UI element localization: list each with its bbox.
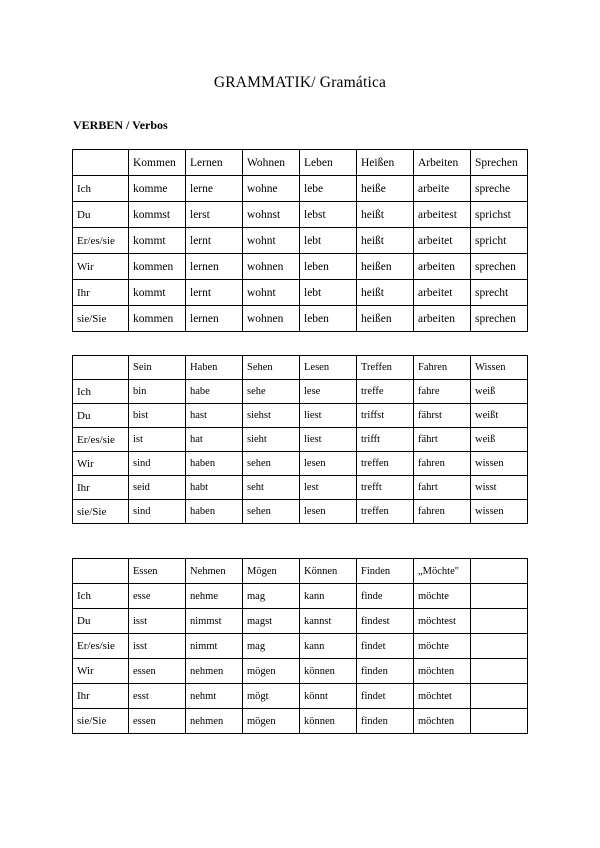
conjugation-cell: triffst bbox=[357, 404, 414, 428]
header-cell: Heißen bbox=[357, 150, 414, 176]
conjugation-cell: mögen bbox=[243, 709, 300, 734]
conjugation-cell: lernt bbox=[186, 280, 243, 306]
conjugation-cell: lesen bbox=[300, 500, 357, 524]
conjugation-cell: liest bbox=[300, 404, 357, 428]
header-cell: Können bbox=[300, 559, 357, 584]
conjugation-cell: arbeiten bbox=[414, 306, 471, 332]
pronoun-cell: Du bbox=[73, 202, 129, 228]
conjugation-cell: treffen bbox=[357, 500, 414, 524]
conjugation-cell: kann bbox=[300, 634, 357, 659]
table-row bbox=[73, 202, 528, 228]
table-row bbox=[73, 609, 528, 634]
conjugation-cell: treffen bbox=[357, 452, 414, 476]
header-cell: Leben bbox=[300, 150, 357, 176]
header-cell: Sprechen bbox=[471, 150, 528, 176]
conjugation-cell: lesen bbox=[300, 452, 357, 476]
conjugation-cell: wohnt bbox=[243, 280, 300, 306]
conjugation-cell: wisst bbox=[471, 476, 528, 500]
conjugation-cell: möchte bbox=[414, 634, 471, 659]
conjugation-cell: magst bbox=[243, 609, 300, 634]
pronoun-cell: Ich bbox=[73, 380, 129, 404]
conjugation-cell: fahren bbox=[414, 500, 471, 524]
conjugation-cell: arbeitest bbox=[414, 202, 471, 228]
conjugation-cell: sehen bbox=[243, 452, 300, 476]
conjugation-cell: seid bbox=[129, 476, 186, 500]
pronoun-cell: Er/es/sie bbox=[73, 428, 129, 452]
conjugation-cell: kommt bbox=[129, 280, 186, 306]
verb-table-2 bbox=[72, 355, 528, 524]
table-row bbox=[73, 500, 528, 524]
header-cell: Sein bbox=[129, 356, 186, 380]
table-row bbox=[73, 709, 528, 734]
table-row bbox=[73, 659, 528, 684]
conjugation-cell: bist bbox=[129, 404, 186, 428]
header-cell: Wohnen bbox=[243, 150, 300, 176]
conjugation-cell: finden bbox=[357, 709, 414, 734]
conjugation-cell: isst bbox=[129, 634, 186, 659]
conjugation-cell: habt bbox=[186, 476, 243, 500]
conjugation-cell: heißt bbox=[357, 228, 414, 254]
table-row bbox=[73, 280, 528, 306]
conjugation-cell: fahren bbox=[414, 452, 471, 476]
conjugation-cell: sind bbox=[129, 500, 186, 524]
conjugation-cell: lebt bbox=[300, 228, 357, 254]
conjugation-cell: spreche bbox=[471, 176, 528, 202]
conjugation-cell: treffe bbox=[357, 380, 414, 404]
conjugation-cell: lernt bbox=[186, 228, 243, 254]
conjugation-cell: trifft bbox=[357, 428, 414, 452]
table-row bbox=[73, 634, 528, 659]
header-cell: Mögen bbox=[243, 559, 300, 584]
conjugation-cell: hast bbox=[186, 404, 243, 428]
conjugation-cell: bin bbox=[129, 380, 186, 404]
conjugation-cell: arbeite bbox=[414, 176, 471, 202]
conjugation-cell bbox=[471, 634, 528, 659]
conjugation-cell: mag bbox=[243, 584, 300, 609]
header-cell: Lernen bbox=[186, 150, 243, 176]
conjugation-cell: weißt bbox=[471, 404, 528, 428]
conjugation-cell: esst bbox=[129, 684, 186, 709]
conjugation-cell: wohnst bbox=[243, 202, 300, 228]
conjugation-cell: können bbox=[300, 709, 357, 734]
conjugation-cell: haben bbox=[186, 500, 243, 524]
pronoun-cell: Wir bbox=[73, 452, 129, 476]
verb-table-1 bbox=[72, 149, 528, 332]
conjugation-cell: seht bbox=[243, 476, 300, 500]
conjugation-cell: leben bbox=[300, 306, 357, 332]
conjugation-cell: wohnen bbox=[243, 306, 300, 332]
conjugation-cell: sprichst bbox=[471, 202, 528, 228]
conjugation-cell: leben bbox=[300, 254, 357, 280]
table-row bbox=[73, 228, 528, 254]
conjugation-cell: hat bbox=[186, 428, 243, 452]
table-row bbox=[73, 684, 528, 709]
conjugation-cell: findest bbox=[357, 609, 414, 634]
pronoun-cell: sie/Sie bbox=[73, 500, 129, 524]
table-row bbox=[73, 476, 528, 500]
conjugation-cell: mag bbox=[243, 634, 300, 659]
conjugation-cell: kommt bbox=[129, 228, 186, 254]
conjugation-cell: habe bbox=[186, 380, 243, 404]
conjugation-cell: sind bbox=[129, 452, 186, 476]
conjugation-cell: isst bbox=[129, 609, 186, 634]
conjugation-cell: wissen bbox=[471, 452, 528, 476]
conjugation-cell: spricht bbox=[471, 228, 528, 254]
table-row bbox=[73, 452, 528, 476]
table-row bbox=[73, 254, 528, 280]
conjugation-cell: lernen bbox=[186, 306, 243, 332]
conjugation-cell: lernen bbox=[186, 254, 243, 280]
pronoun-cell: Wir bbox=[73, 254, 129, 280]
conjugation-cell: heiße bbox=[357, 176, 414, 202]
verb-table-3 bbox=[72, 558, 528, 734]
conjugation-cell: möchtet bbox=[414, 684, 471, 709]
header-cell bbox=[471, 559, 528, 584]
header-cell: Lesen bbox=[300, 356, 357, 380]
conjugation-cell: wissen bbox=[471, 500, 528, 524]
header-cell: Fahren bbox=[414, 356, 471, 380]
conjugation-cell: fährst bbox=[414, 404, 471, 428]
conjugation-cell bbox=[471, 584, 528, 609]
conjugation-cell: fährt bbox=[414, 428, 471, 452]
conjugation-cell bbox=[471, 709, 528, 734]
table-row bbox=[73, 404, 528, 428]
conjugation-cell: möchten bbox=[414, 709, 471, 734]
pronoun-cell: Ihr bbox=[73, 476, 129, 500]
conjugation-cell: sprecht bbox=[471, 280, 528, 306]
header-cell: Essen bbox=[129, 559, 186, 584]
conjugation-cell: lebe bbox=[300, 176, 357, 202]
conjugation-cell: weiß bbox=[471, 428, 528, 452]
conjugation-cell: nehmt bbox=[186, 684, 243, 709]
header-cell: „Möchte" bbox=[414, 559, 471, 584]
conjugation-cell: lebst bbox=[300, 202, 357, 228]
conjugation-cell: finde bbox=[357, 584, 414, 609]
conjugation-cell: komme bbox=[129, 176, 186, 202]
pronoun-cell: sie/Sie bbox=[73, 306, 129, 332]
pronoun-cell: sie/Sie bbox=[73, 709, 129, 734]
conjugation-cell: fahrt bbox=[414, 476, 471, 500]
conjugation-cell: siehst bbox=[243, 404, 300, 428]
conjugation-cell: lerne bbox=[186, 176, 243, 202]
pronoun-cell: Er/es/sie bbox=[73, 228, 129, 254]
header-cell: Finden bbox=[357, 559, 414, 584]
conjugation-cell: findet bbox=[357, 684, 414, 709]
header-cell: Treffen bbox=[357, 356, 414, 380]
header-corner-cell bbox=[73, 356, 129, 380]
conjugation-cell: kann bbox=[300, 584, 357, 609]
conjugation-cell: kommen bbox=[129, 306, 186, 332]
header-cell: Kommen bbox=[129, 150, 186, 176]
pronoun-cell: Er/es/sie bbox=[73, 634, 129, 659]
conjugation-cell: lese bbox=[300, 380, 357, 404]
table-row bbox=[73, 584, 528, 609]
header-cell: Wissen bbox=[471, 356, 528, 380]
table-row bbox=[73, 428, 528, 452]
conjugation-cell: könnt bbox=[300, 684, 357, 709]
conjugation-cell bbox=[471, 659, 528, 684]
conjugation-cell: findet bbox=[357, 634, 414, 659]
pronoun-cell: Ihr bbox=[73, 280, 129, 306]
conjugation-cell: ist bbox=[129, 428, 186, 452]
conjugation-cell: arbeitet bbox=[414, 228, 471, 254]
conjugation-cell: wohnen bbox=[243, 254, 300, 280]
conjugation-cell: sehen bbox=[243, 500, 300, 524]
pronoun-cell: Ich bbox=[73, 584, 129, 609]
conjugation-cell: nimmt bbox=[186, 634, 243, 659]
table-header-row bbox=[73, 150, 528, 176]
conjugation-cell: nehmen bbox=[186, 659, 243, 684]
table-row bbox=[73, 176, 528, 202]
page-title: GRAMMATIK/ Gramática bbox=[213, 74, 387, 91]
header-corner-cell bbox=[73, 559, 129, 584]
header-cell: Nehmen bbox=[186, 559, 243, 584]
conjugation-cell: heißen bbox=[357, 254, 414, 280]
table-row bbox=[73, 380, 528, 404]
conjugation-cell bbox=[471, 684, 528, 709]
table-row bbox=[73, 306, 528, 332]
conjugation-cell: können bbox=[300, 659, 357, 684]
conjugation-cell: heißt bbox=[357, 280, 414, 306]
conjugation-cell: arbeiten bbox=[414, 254, 471, 280]
conjugation-cell: lebt bbox=[300, 280, 357, 306]
conjugation-cell: sprechen bbox=[471, 254, 528, 280]
conjugation-cell: fahre bbox=[414, 380, 471, 404]
conjugation-cell: möchtest bbox=[414, 609, 471, 634]
conjugation-cell: liest bbox=[300, 428, 357, 452]
conjugation-cell: nehmen bbox=[186, 709, 243, 734]
conjugation-cell: kommen bbox=[129, 254, 186, 280]
conjugation-cell: esse bbox=[129, 584, 186, 609]
conjugation-cell: lerst bbox=[186, 202, 243, 228]
conjugation-cell: trefft bbox=[357, 476, 414, 500]
conjugation-cell: weiß bbox=[471, 380, 528, 404]
conjugation-cell: arbeitet bbox=[414, 280, 471, 306]
pronoun-cell: Du bbox=[73, 404, 129, 428]
conjugation-cell: wohnt bbox=[243, 228, 300, 254]
conjugation-cell: kannst bbox=[300, 609, 357, 634]
header-cell: Sehen bbox=[243, 356, 300, 380]
conjugation-cell: essen bbox=[129, 709, 186, 734]
conjugation-cell: haben bbox=[186, 452, 243, 476]
conjugation-cell: mögen bbox=[243, 659, 300, 684]
pronoun-cell: Ich bbox=[73, 176, 129, 202]
conjugation-cell: sehe bbox=[243, 380, 300, 404]
pronoun-cell: Ihr bbox=[73, 684, 129, 709]
conjugation-cell: finden bbox=[357, 659, 414, 684]
conjugation-cell: lest bbox=[300, 476, 357, 500]
conjugation-cell: wohne bbox=[243, 176, 300, 202]
table-header-row bbox=[73, 559, 528, 584]
header-cell: Haben bbox=[186, 356, 243, 380]
header-cell: Arbeiten bbox=[414, 150, 471, 176]
conjugation-cell: essen bbox=[129, 659, 186, 684]
header-corner-cell bbox=[73, 150, 129, 176]
conjugation-cell: heißen bbox=[357, 306, 414, 332]
conjugation-cell: nimmst bbox=[186, 609, 243, 634]
conjugation-cell: möchten bbox=[414, 659, 471, 684]
pronoun-cell: Du bbox=[73, 609, 129, 634]
conjugation-cell bbox=[471, 609, 528, 634]
table-header-row bbox=[73, 356, 528, 380]
conjugation-cell: möchte bbox=[414, 584, 471, 609]
conjugation-cell: mögt bbox=[243, 684, 300, 709]
pronoun-cell: Wir bbox=[73, 659, 129, 684]
conjugation-cell: kommst bbox=[129, 202, 186, 228]
conjugation-cell: heißt bbox=[357, 202, 414, 228]
section-heading: VERBEN / Verbos bbox=[73, 118, 168, 132]
conjugation-cell: nehme bbox=[186, 584, 243, 609]
conjugation-cell: sprechen bbox=[471, 306, 528, 332]
conjugation-cell: sieht bbox=[243, 428, 300, 452]
